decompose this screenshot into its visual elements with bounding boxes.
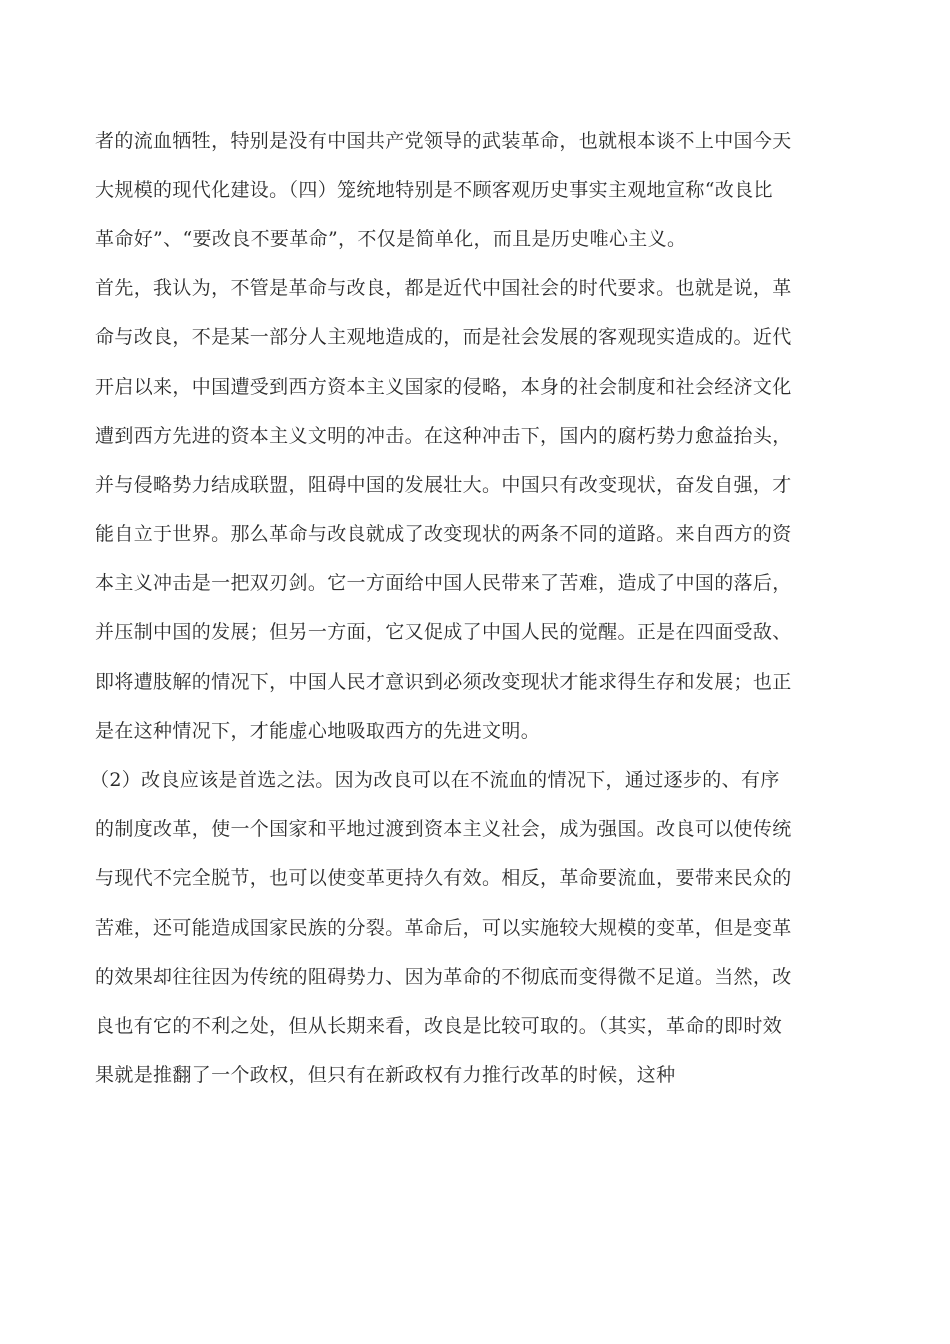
paragraph-3-line-2: 的制度改革，使一个国家和平地过渡到资本主义社会，成为强国。改良可以使传统	[95, 818, 792, 840]
paragraph-2-line-8: 并压制中国的发展；但另一方面，它又促成了中国人民的觉醒。正是在四面受敌、	[95, 621, 792, 643]
paragraph-3-line-3: 与现代不完全脱节，也可以使变革更持久有效。相反，革命要流血，要带来民众的	[95, 867, 792, 889]
paragraph-3-line-4: 苦难，还可能造成国家民族的分裂。革命后，可以实施较大规模的变革，但是变革	[95, 917, 792, 939]
paragraph-2-line-4: 遭到西方先进的资本主义文明的冲击。在这种冲击下，国内的腐朽势力愈益抬头，	[95, 425, 792, 447]
paragraph-2-line-7: 本主义冲击是一把双刃剑。它一方面给中国人民带来了苦难，造成了中国的落后，	[95, 572, 792, 594]
paragraph-1-line-3: 革命好”、“要改良不要革命”，不仅是简单化，而且是历史唯心主义。	[95, 228, 687, 250]
paragraph-3-line-6: 良也有它的不利之处，但从长期来看，改良是比较可取的。（其实，革命的即时效	[95, 1015, 783, 1037]
paragraph-3-line-7: 果就是推翻了一个政权，但只有在新政权有力推行改革的时候，这种	[95, 1064, 676, 1086]
paragraph-2-line-9: 即将遭肢解的情况下，中国人民才意识到必须改变现状才能求得生存和发展；也正	[95, 671, 792, 693]
paragraph-2-line-10: 是在这种情况下，才能虚心地吸取西方的先进文明。	[95, 720, 541, 742]
paragraph-2-line-5: 并与侵略势力结成联盟，阻碍中国的发展壮大。中国只有改变现状，奋发自强，才	[95, 474, 792, 496]
paragraph-3-line-1: （2）改良应该是首选之法。因为改良可以在不流血的情况下，通过逐步的、有序	[90, 769, 780, 791]
paragraph-2-line-1: 首先，我认为，不管是革命与改良，都是近代中国社会的时代要求。也就是说，革	[95, 277, 792, 299]
paragraph-2-line-6: 能自立于世界。那么革命与改良就成了改变现状的两条不同的道路。来自西方的资	[95, 523, 792, 545]
paragraph-2-line-2: 命与改良，不是某一部分人主观地造成的，而是社会发展的客观现实造成的。近代	[95, 326, 792, 348]
paragraph-1-line-2: 大规模的现代化建设。（四）笼统地特别是不顾客观历史事实主观地宣称“改良比	[95, 179, 773, 201]
paragraph-3-line-5: 的效果却往往因为传统的阻碍势力、因为革命的不彻底而变得微不足道。当然，改	[95, 966, 792, 988]
paragraph-1-line-1: 者的流血牺牲，特别是没有中国共产党领导的武装革命，也就根本谈不上中国今天	[95, 130, 792, 152]
paragraph-2-line-3: 开启以来，中国遭受到西方资本主义国家的侵略，本身的社会制度和社会经济文化	[95, 376, 792, 398]
